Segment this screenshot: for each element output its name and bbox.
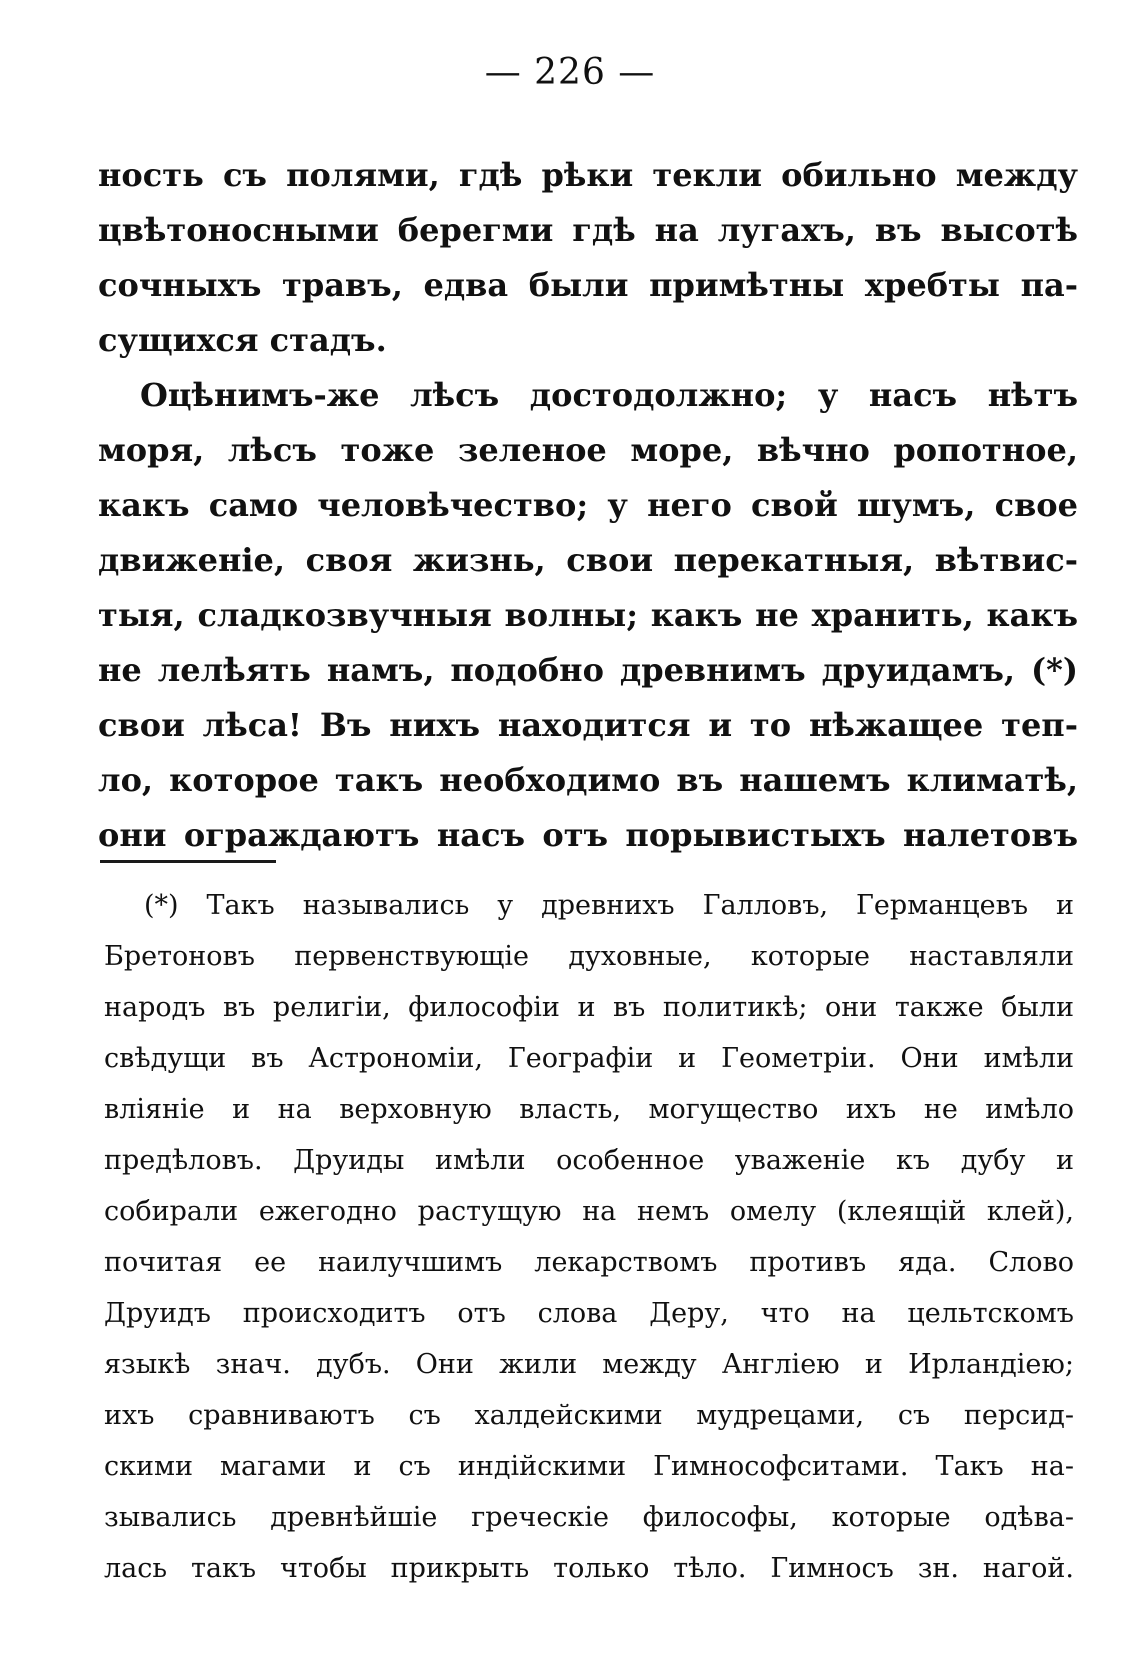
footnote-line: Друидъ происходитъ отъ слова Деру, что на цельтскомъ xyxy=(104,1298,1074,1329)
footnote-line: скими магами и съ индiйскими Гимнософситами. Такъ на- xyxy=(104,1451,1074,1482)
main-text xyxy=(98,148,1078,863)
footnote-line: зывались древнѣйшiе греческiе философы, которые одѣва- xyxy=(104,1502,1074,1533)
main-text-line: движенiе, своя жизнь, свои перекатныя, вѣтвис- xyxy=(98,541,1078,579)
page-number: — 226 — xyxy=(484,52,656,93)
main-text-line: сочныхъ травъ, едва были примѣтны хребты па- xyxy=(98,266,1078,304)
footnote-line: (*) Такъ назывались у древнихъ Галловъ, Германцевъ и xyxy=(144,890,1074,921)
footnote xyxy=(104,880,1074,1594)
main-text-line: какъ само человѣчество; у него свой шумъ, свое xyxy=(98,486,1078,524)
footnote-line: ихъ сравниваютъ съ халдейскими мудрецами, съ персид- xyxy=(104,1400,1074,1431)
main-text-line: свои лѣса! Въ нихъ находится и то нѣжащее теп- xyxy=(98,706,1078,744)
footnote-line: влiянiе и на верховную власть, могущество ихъ не имѣло xyxy=(104,1094,1074,1125)
footnote-line: языкѣ знач. дубъ. Они жили между Англiею и Ирландiею; xyxy=(104,1349,1074,1380)
main-text-line: Оцѣнимъ-же лѣсъ достодолжно; у насъ нѣтъ xyxy=(140,376,1078,414)
footnote-line: Бретоновъ первенствующiе духовные, которые наставляли xyxy=(104,941,1074,972)
footnote-line: свѣдущи въ Астрономiи, Географiи и Геометрiи. Они имѣли xyxy=(104,1043,1074,1074)
main-text-line: моря, лѣсъ тоже зеленое море, вѣчно ропотное, xyxy=(98,431,1078,469)
main-text-line: цвѣтоносными берегми гдѣ на лугахъ, въ высотѣ xyxy=(98,211,1078,249)
main-text-line: они ограждаютъ насъ отъ порывистыхъ налетовъ xyxy=(98,816,1078,854)
main-text-line: не лелѣять намъ, подобно древнимъ друидамъ, (*) xyxy=(98,651,1078,689)
main-text-line: тыя, сладкозвучныя волны; какъ не хранить, какъ xyxy=(98,596,1078,634)
footnote-line: народъ въ религiи, философiи и въ политикѣ; они также были xyxy=(104,992,1074,1023)
main-text-line: сущихся стадъ. xyxy=(98,321,387,359)
footnote-line: почитая ее наилучшимъ лекарствомъ противъ яда. Слово xyxy=(104,1247,1074,1278)
footnote-divider xyxy=(100,860,276,863)
footnote-line: предѣловъ. Друиды имѣли особенное уваженiе къ дубу и xyxy=(104,1145,1074,1176)
main-text-line: ность съ полями, гдѣ рѣки текли обильно между xyxy=(98,156,1078,194)
footnote-line: лась такъ чтобы прикрыть только тѣло. Гимносъ зн. нагой. xyxy=(104,1553,1074,1584)
main-text-line: ло, которое такъ необходимо въ нашемъ климатѣ, xyxy=(98,761,1078,799)
footnote-line: собирали ежегодно растущую на немъ омелу (клеящiй клей), xyxy=(104,1196,1074,1227)
